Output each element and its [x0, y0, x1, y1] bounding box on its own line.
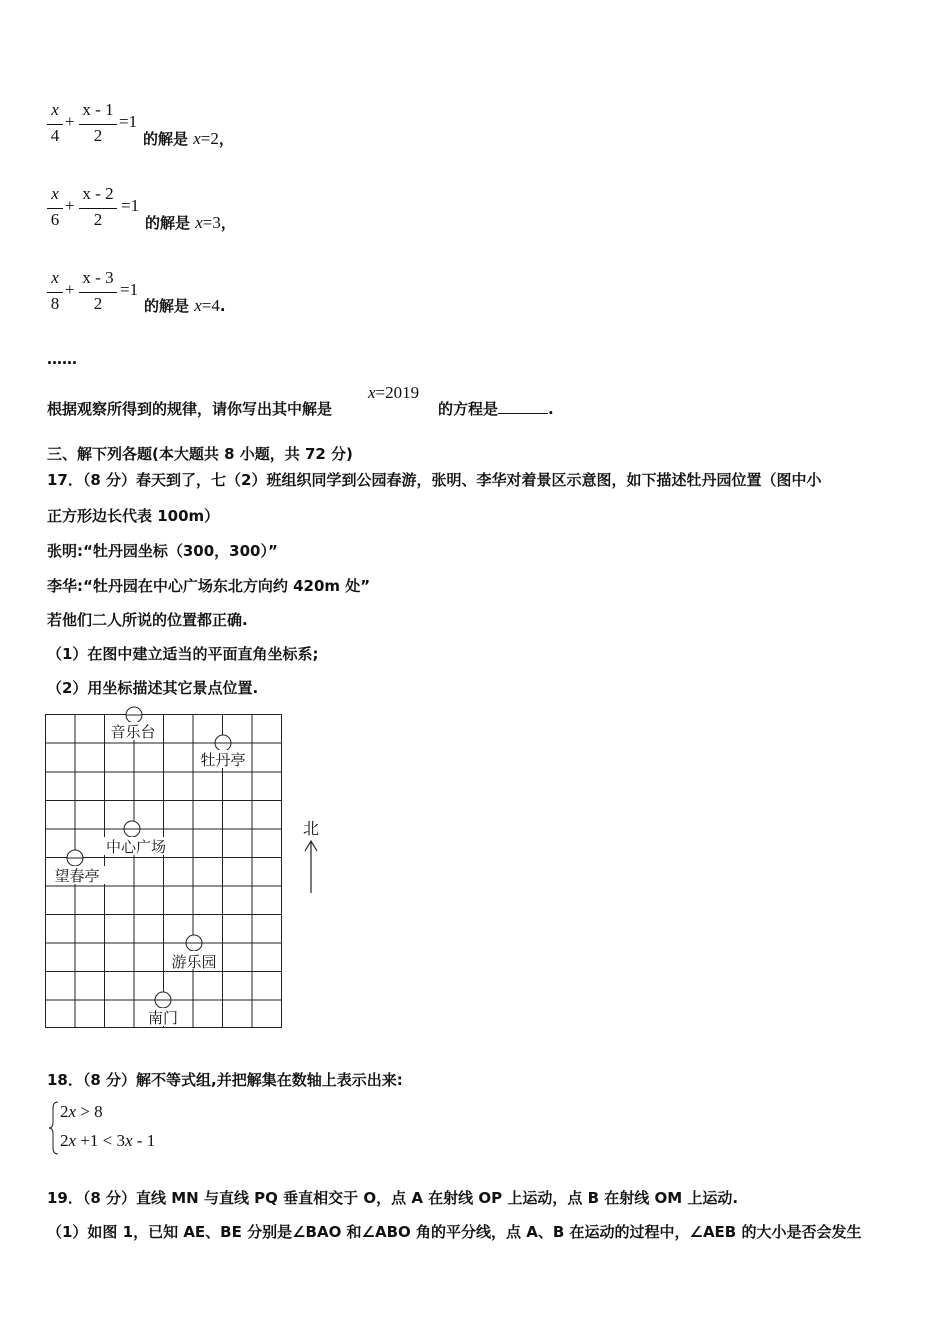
central-plaza-marker: [102, 821, 172, 856]
peony-pavilion-marker: [196, 735, 250, 769]
label-amusement-park: 游乐园: [171, 953, 217, 971]
left-brace: [48, 1100, 60, 1156]
label-peony-pavilion: 牡丹亭: [200, 751, 246, 769]
north-arrow: [303, 819, 319, 893]
label-music-stage: 音乐台: [110, 723, 156, 741]
fraction: x - 3 2: [79, 268, 117, 318]
zhang-statement: 张明:“牡丹园坐标（300，300）”: [47, 542, 278, 560]
li-statement: 李华:“牡丹园在中心广场东北方向约 420m 处”: [47, 577, 371, 595]
section-heading: 三、解下列各题(本大题共 8 小题，共 72 分): [47, 445, 353, 463]
fraction: x - 2 2: [79, 184, 117, 234]
question-19-line-2: （1）如图 1，已知 AE、BE 分别是∠BAO 和∠ABO 角的平分线，点 A、B 在运动的过程中，∠AEB 的大小是否会发生: [47, 1223, 862, 1241]
question-19-line-1: 19．（8 分）直线 MN 与直线 PQ 垂直相交于 O，点 A 在射线 OP 上运动，点 B 在射线 OM 上运动.: [47, 1189, 739, 1207]
park-map: [40, 705, 340, 1035]
answer-blank[interactable]: [498, 399, 548, 414]
inequality-2: 2x +1 < 3x - 1: [60, 1131, 156, 1150]
question-18: 18．（8 分）解不等式组,并把解集在数轴上表示出来:: [47, 1071, 403, 1089]
question-17-line-2: 正方形边长代表 100m）: [47, 507, 220, 525]
north-label: 北: [302, 819, 320, 838]
spring-pavilion-marker: [49, 850, 105, 885]
part-1: （1）在图中建立适当的平面直角坐标系;: [47, 645, 319, 663]
part-2: （2）用坐标描述其它景点位置.: [47, 679, 259, 697]
amusement-park-marker: [167, 935, 221, 971]
south-gate-marker: [145, 992, 183, 1027]
music-stage-marker: [106, 707, 160, 741]
fraction: x 8: [47, 268, 63, 318]
fraction: x 4: [47, 100, 63, 150]
question-17-line-1: 17．（8 分）春天到了，七（2）班组织同学到公园春游，张明、李华对着景区示意图，如下描述牡丹园位置（图中小: [47, 471, 822, 489]
both-correct: 若他们二人所说的位置都正确.: [47, 611, 248, 629]
label-spring-pavilion: 望春亭: [54, 867, 100, 885]
inequality-1: 2x > 8: [60, 1102, 103, 1121]
ellipsis: ……: [47, 350, 77, 368]
fraction: x - 1 2: [79, 100, 117, 150]
fraction: x 6: [47, 184, 63, 234]
label-south-gate: 南门: [147, 1009, 179, 1027]
label-central-plaza: 中心广场: [105, 838, 167, 856]
